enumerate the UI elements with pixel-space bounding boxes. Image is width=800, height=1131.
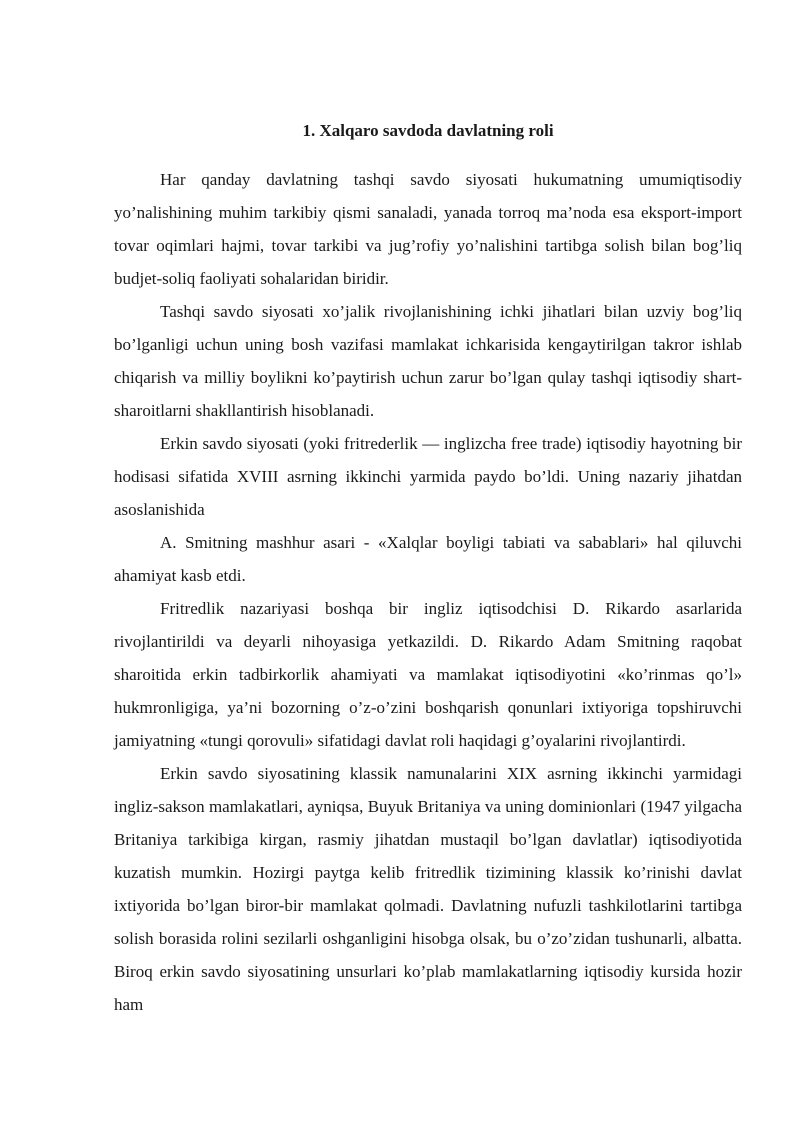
document-page [114, 117, 742, 1021]
paragraph-5: Fritredlik nazariyasi boshqa bir ingliz iqtisodchisi D. Rikardo asarlarida rivojlantirildi va deyarli nihoyasiga yetkazildi. D. Rikardo Adam Smitning raqobat sharoitida erkin tadbirkorlik ahamiyati va mamlakat iqtisodiyotini «ko’rinmas qo’l» hukmronligiga, ya’ni bozorning o’z-o’zini boshqarish qonunlari ixtiyoriga topshiruvchi jamiyatning «tungi qorovuli» sifatidagi davlat roli haqidagi g’oyalarini rivojlantirdi. [114, 599, 742, 750]
page-title: 1. Xalqaro savdoda davlatning roli [302, 121, 554, 140]
paragraph-4: A. Smitning mashhur asari - «Xalqlar boyligi tabiati va sabablari» hal qiluvchi ahamiyat kasb etdi. [114, 533, 742, 585]
paragraph-1: Har qanday davlatning tashqi savdo siyosati hukumatning umumiqtisodiy yo’nalishining muhim tarkibiy qismi sanaladi, yanada torroq ma’noda esa eksport-import tovar oqimlari hajmi, tovar tarkibi va jug’rofiy yo’nalishini tartibga solish bilan bog’liq budjet-soliq faoliyati sohalaridan biridir. [114, 170, 742, 288]
paragraph-3: Erkin savdo siyosati (yoki fritrederlik — inglizcha free trade) iqtisodiy hayotning bir hodisasi sifatida XVIII asrning ikkinchi yarmida paydo bo’ldi. Uning nazariy jihatdan asoslanishida [114, 434, 742, 519]
paragraph-6: Erkin savdo siyosatining klassik namunalarini XIX asrning ikkinchi yarmidagi ingliz-sakson mamlakatlari, ayniqsa, Buyuk Britaniya va uning dominionlari (1947 yilgacha Britaniya tarkibiga kirgan, rasmiy jihatdan mustaqil bo’lgan davlatlar) iqtisodiyotida kuzatish mumkin. Hozirgi paytga kelib fritredlik tizimining klassik ko’rinishi davlat ixtiyorida bo’lgan biror-bir mamlakat qolmadi. Davlatning nufuzli tashkilotlarini tartibga solish borasida rolini sezilarli oshganligini hisobga olsak, bu o’zo’zidan tushunarli, albatta. Biroq erkin savdo siyosatining unsurlari ko’plab mamlakatlarning iqtisodiy kursida hozir ham [114, 764, 742, 1014]
paragraph-2: Tashqi savdo siyosati xo’jalik rivojlanishining ichki jihatlari bilan uzviy bog’liq bo’lganligi uchun uning bosh vazifasi mamlakat ichkarisida kengaytirilgan takror ishlab chiqarish va milliy boylikni ko’paytirish uchun zarur bo’lgan qulay tashqi iqtisodiy shart-sharoitlarni shakllantirish hisoblanadi. [114, 302, 742, 420]
